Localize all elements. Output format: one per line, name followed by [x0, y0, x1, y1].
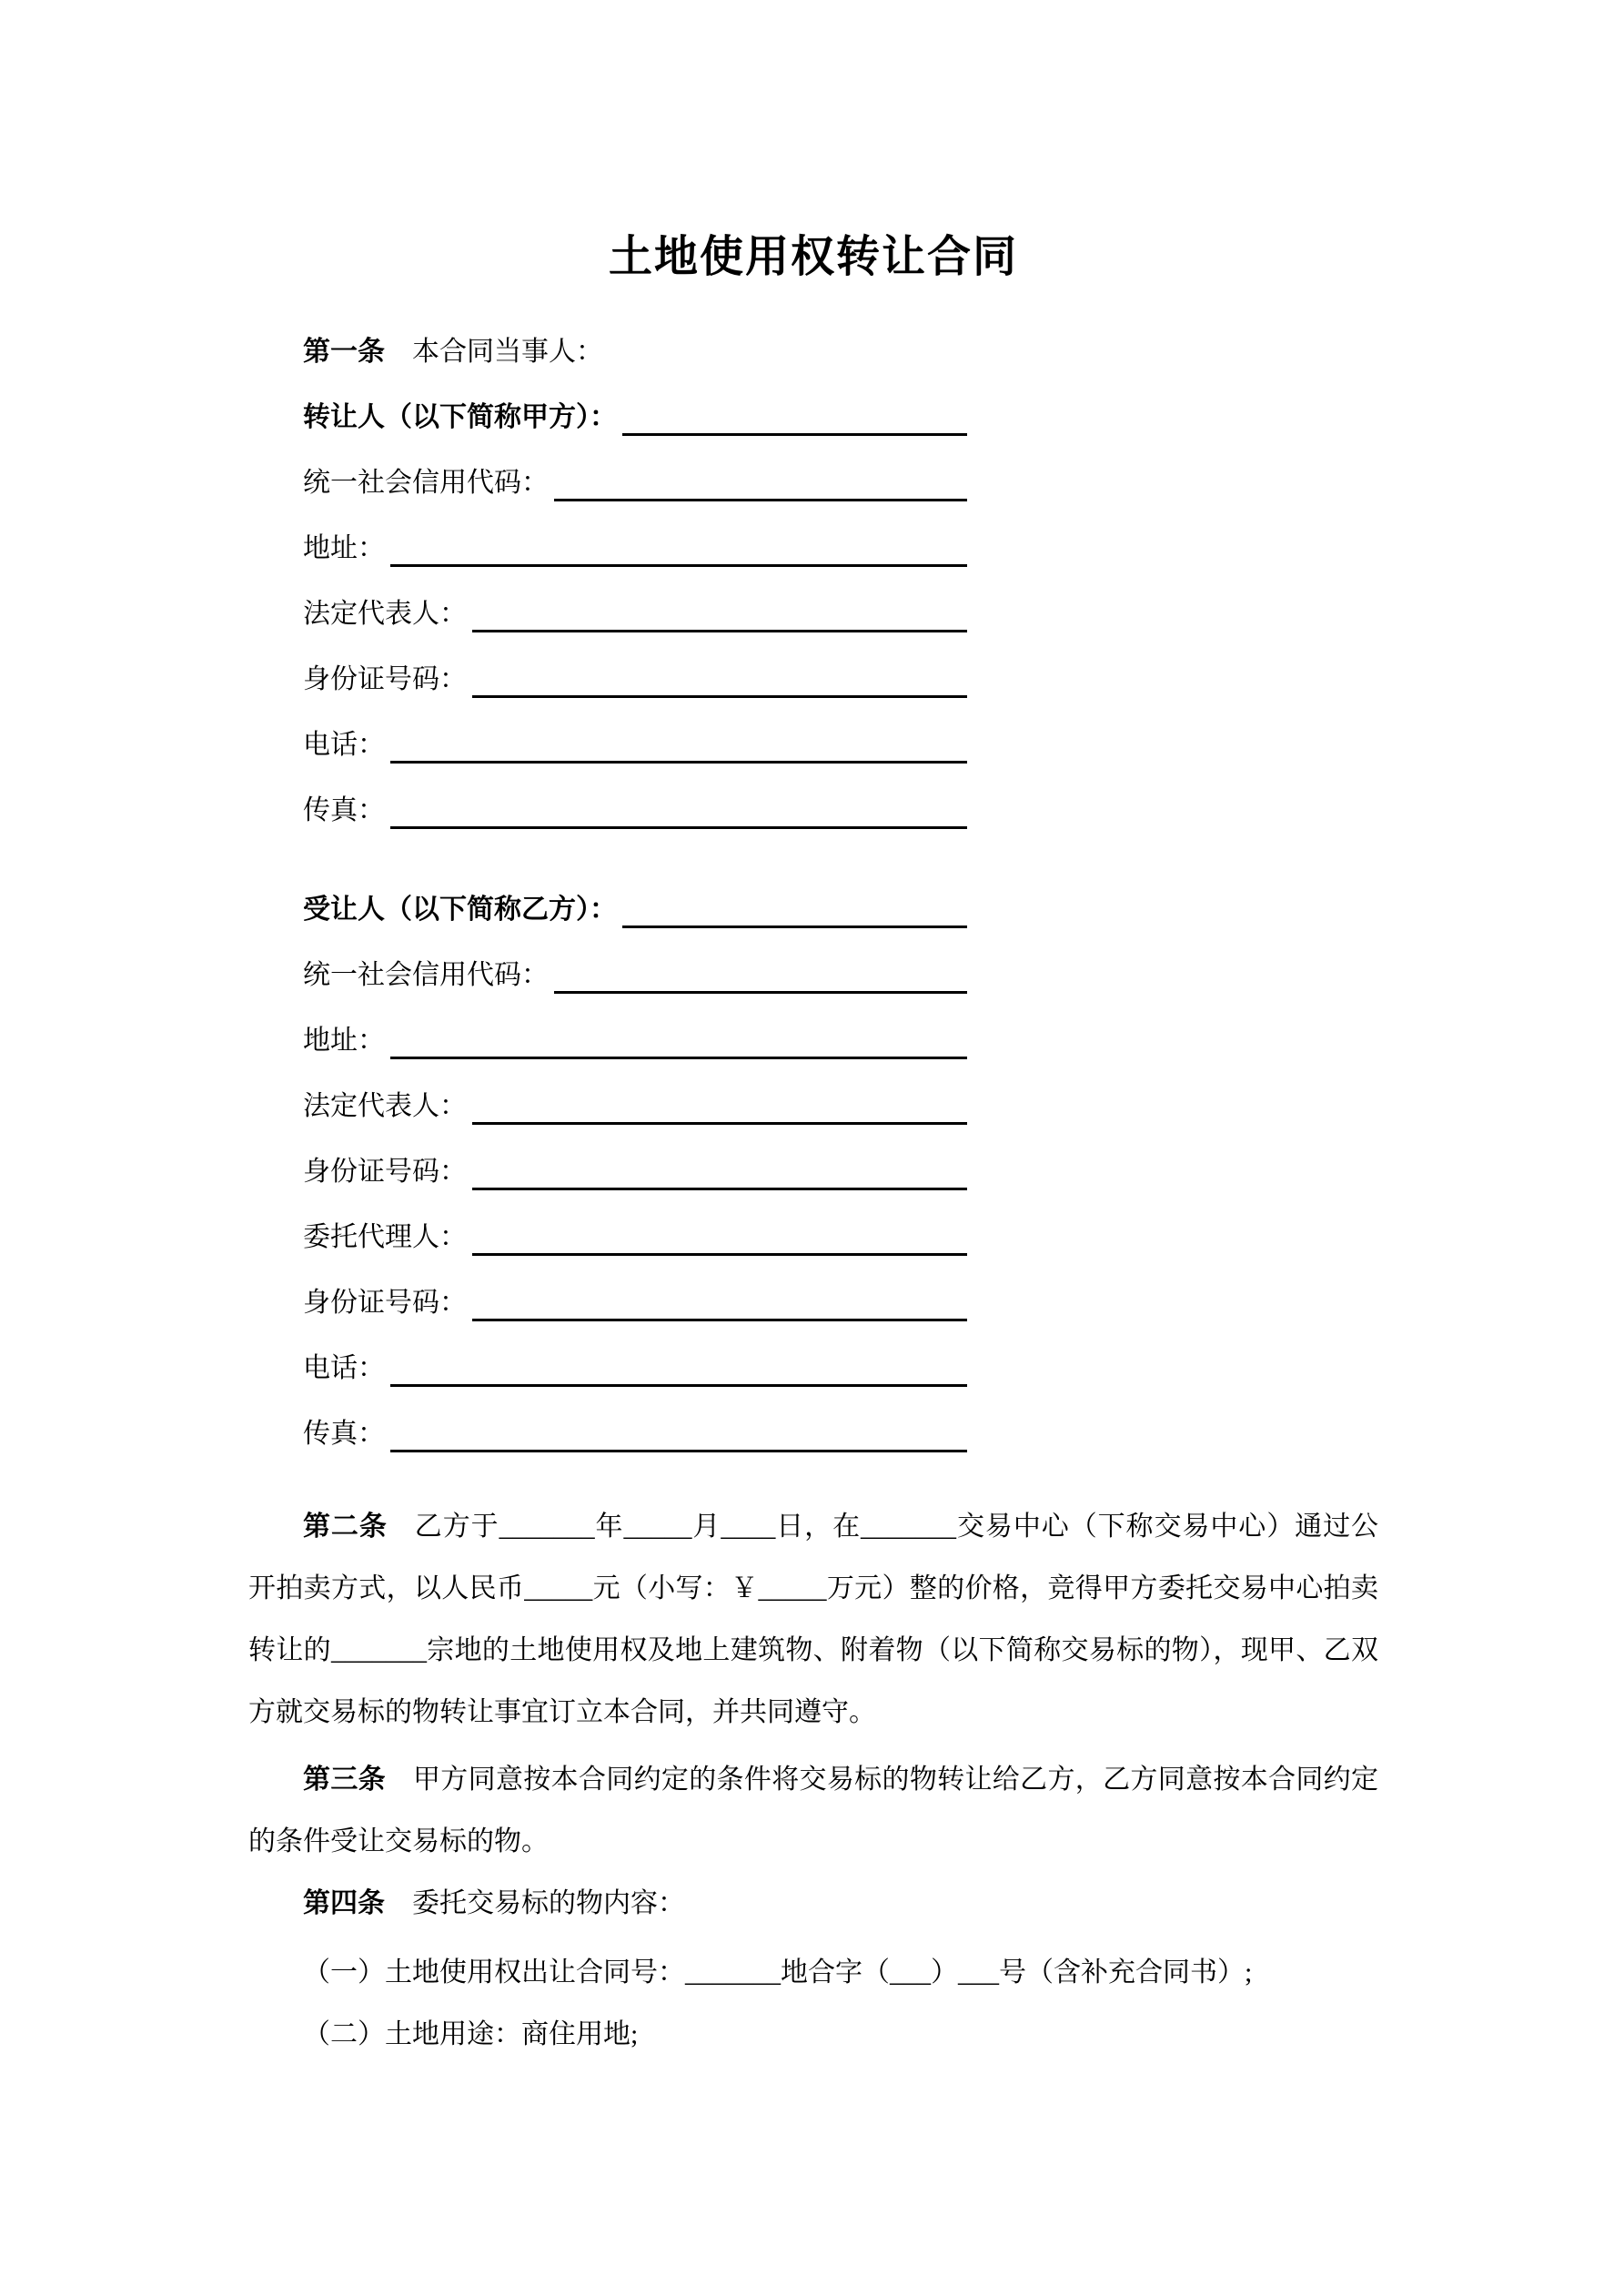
party-b-field-row: [303, 1008, 967, 1074]
party-b-field-row: [303, 1270, 967, 1336]
party-b-section: [303, 877, 967, 1467]
party-a-id-number-label: 身份证号码：: [303, 664, 467, 694]
party-a-field-row: [303, 778, 967, 844]
party-b-fax-label: 传真：: [303, 1419, 385, 1449]
party-b-field-row: [303, 1205, 967, 1270]
party-a-field-row: [303, 516, 967, 582]
article-1-label: 第一条: [303, 337, 385, 367]
party-b-name-blank[interactable]: [622, 877, 967, 928]
party-b-legal-rep-label: 法定代表人：: [303, 1091, 467, 1121]
party-a-field-row: [303, 582, 967, 647]
party-b-field-row: [303, 1401, 967, 1467]
party-b-credit-code-label: 统一社会信用代码：: [303, 960, 549, 990]
article-4-text: 委托交易标的物内容：: [412, 1888, 685, 1918]
party-b-credit-code-blank[interactable]: [554, 943, 967, 994]
party-a-address-blank[interactable]: [390, 516, 967, 567]
page-title: 土地使用权转让合同: [608, 233, 1018, 281]
party-b-agent-blank[interactable]: [472, 1205, 967, 1256]
party-b-agent-label: 委托代理人：: [303, 1222, 467, 1252]
articles-section: [248, 1496, 1378, 2066]
party-a-field-row: [303, 713, 967, 778]
party-a-fax-label: 传真：: [303, 795, 385, 825]
article-3-text: 甲方同意按本合同约定的条件将交易标的物转让给乙方，乙方同意按本合同约定的条件受让交易标的物。: [248, 1765, 1379, 1856]
party-b-fax-blank[interactable]: [390, 1401, 967, 1452]
party-b-id-number-label: 身份证号码：: [303, 1157, 467, 1187]
article-4-label: 第四条: [303, 1888, 385, 1918]
party-b-phone-label: 电话：: [303, 1353, 385, 1383]
party-b-field-row: [303, 943, 967, 1008]
party-b-field-row: [303, 1074, 967, 1139]
party-a-heading: 转让人（以下简称甲方）：: [303, 402, 617, 432]
party-b-field-row: [303, 1139, 967, 1205]
party-b-field-row: [303, 1336, 967, 1401]
party-a-legal-rep-label: 法定代表人：: [303, 599, 467, 629]
party-a-field-row: [303, 450, 967, 516]
article-1-line: [303, 319, 967, 385]
party-a-phone-blank[interactable]: [390, 713, 967, 764]
party-a-credit-code-blank[interactable]: [554, 450, 967, 501]
party-b-heading: 受让人（以下简称乙方）：: [303, 895, 617, 925]
party-b-legal-rep-blank[interactable]: [472, 1074, 967, 1125]
article-2-label: 第二条: [303, 1512, 388, 1542]
party-a-name-blank[interactable]: [622, 385, 967, 436]
party-a-section: [303, 319, 967, 844]
article-3-paragraph: [248, 1749, 1378, 1873]
party-a-field-row: [303, 647, 967, 713]
party-a-id-number-blank[interactable]: [472, 647, 967, 698]
party-a-legal-rep-blank[interactable]: [472, 582, 967, 632]
party-a-fax-blank[interactable]: [390, 778, 967, 829]
party-b-id-number-blank[interactable]: [472, 1139, 967, 1190]
article-2-paragraph: [248, 1496, 1378, 1744]
party-a-heading-row: [303, 385, 967, 450]
party-a-phone-label: 电话：: [303, 730, 385, 760]
party-b-agent-id-blank[interactable]: [472, 1270, 967, 1321]
party-a-address-label: 地址：: [303, 533, 385, 563]
party-a-credit-code-label: 统一社会信用代码：: [303, 468, 549, 498]
article-4-item-2: （二）土地用途：商住用地;: [303, 2019, 639, 2049]
party-b-address-blank[interactable]: [390, 1008, 967, 1059]
article-2-text: 乙方于_______年_____月____日，在_______交易中心（下称交易中心）通过公开拍卖方式，以人民币_____元（小写：￥_____万元）整的价格，竞得甲方委托交易中心拍卖转让的_______宗地的土地使用权及地上建筑物、附着物（以下简称交易标的物），现甲、乙双方就交易标的物转让事宜订立本合同，并共同遵守。: [248, 1512, 1379, 1727]
party-b-phone-blank[interactable]: [390, 1336, 967, 1387]
party-b-agent-id-label: 身份证号码：: [303, 1288, 467, 1318]
article-4-item-1: （一）土地使用权出让合同号：_______地合字（___）___号（含补充合同书）;: [303, 1957, 1253, 1988]
article-3-label: 第三条: [303, 1765, 386, 1795]
article-4-paragraph: [248, 1873, 1378, 1935]
party-b-heading-row: [303, 877, 967, 943]
article-1-text: 本合同当事人：: [412, 337, 603, 367]
party-b-address-label: 地址：: [303, 1026, 385, 1056]
